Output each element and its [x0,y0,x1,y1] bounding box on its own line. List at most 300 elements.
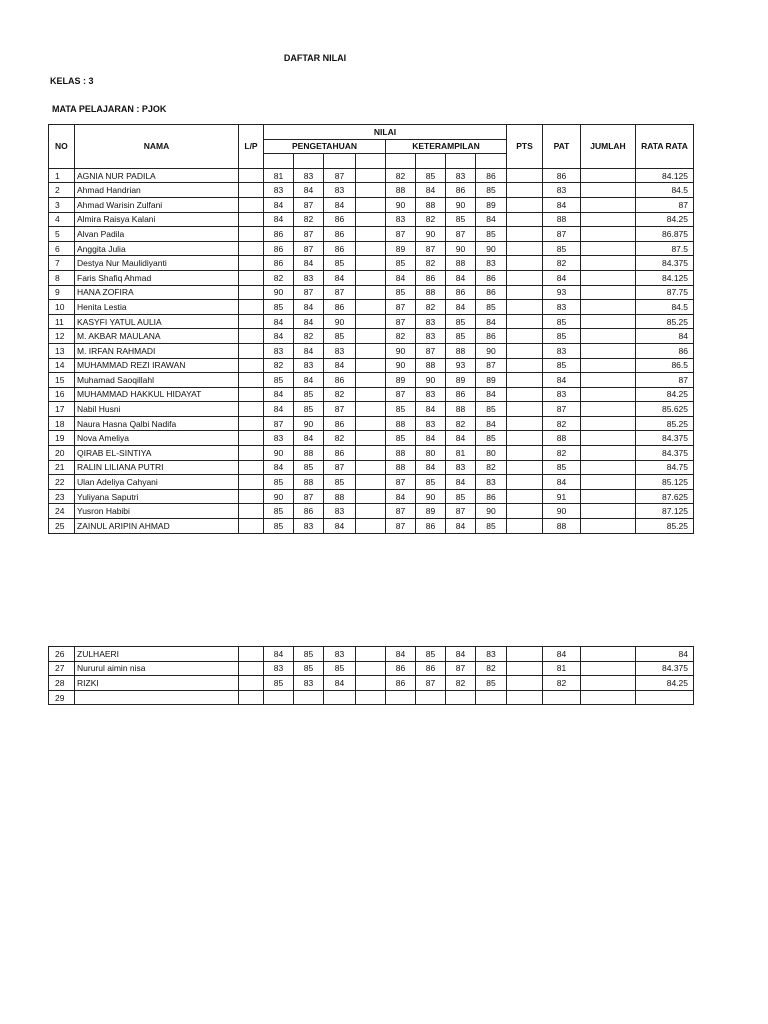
cell-keterampilan: 82 [476,661,507,676]
table-row [49,690,694,705]
cell-jumlah [581,647,636,662]
cell-pengetahuan: 85 [264,373,294,388]
cell-pengetahuan [356,358,386,373]
cell-pat: 85 [543,358,581,373]
cell-pengetahuan [356,256,386,271]
cell-pengetahuan [356,168,386,183]
grades-table-continued [48,646,694,705]
cell-rata-rata: 84.25 [636,212,694,227]
cell-no: 9 [49,285,75,300]
cell-keterampilan: 82 [386,329,416,344]
cell-pengetahuan [294,690,324,705]
cell-pengetahuan: 87 [324,285,356,300]
header-rata-rata: RATA RATA [636,125,694,169]
cell-pengetahuan: 86 [294,504,324,519]
cell-keterampilan: 86 [476,489,507,504]
cell-keterampilan: 83 [386,212,416,227]
cell-pengetahuan: 85 [264,519,294,534]
cell-nama: Destya Nur Maulidiyanti [75,256,239,271]
cell-keterampilan [476,690,507,705]
cell-pengetahuan: 87 [324,460,356,475]
cell-nama: Ahmad Warisin Zulfani [75,197,239,212]
cell-pengetahuan [356,446,386,461]
cell-pat: 84 [543,270,581,285]
cell-lp [239,270,264,285]
cell-keterampilan: 84 [446,475,476,490]
cell-jumlah [581,416,636,431]
table-row [49,358,694,373]
cell-keterampilan: 90 [386,343,416,358]
cell-pat: 81 [543,661,581,676]
cell-pts [507,387,543,402]
cell-no: 10 [49,300,75,315]
cell-pengetahuan [356,690,386,705]
cell-lp [239,446,264,461]
cell-keterampilan: 86 [476,168,507,183]
cell-nama: Naura Hasna Qalbi Nadifa [75,416,239,431]
cell-pengetahuan [356,197,386,212]
cell-rata-rata: 84.75 [636,460,694,475]
cell-pengetahuan: 86 [324,446,356,461]
cell-pts [507,373,543,388]
cell-keterampilan: 85 [476,227,507,242]
cell-no: 11 [49,314,75,329]
cell-no: 3 [49,197,75,212]
cell-pengetahuan: 84 [324,358,356,373]
cell-pengetahuan [356,314,386,329]
table-row [49,460,694,475]
cell-pengetahuan [356,402,386,417]
cell-rata-rata: 85.25 [636,314,694,329]
cell-pat: 91 [543,489,581,504]
cell-keterampilan: 87 [446,227,476,242]
cell-jumlah [581,314,636,329]
cell-keterampilan: 86 [416,661,446,676]
cell-keterampilan: 90 [476,343,507,358]
cell-keterampilan: 89 [416,504,446,519]
cell-keterampilan: 83 [416,416,446,431]
cell-keterampilan: 87 [416,241,446,256]
cell-nama: M. AKBAR MAULANA [75,329,239,344]
cell-keterampilan: 86 [476,285,507,300]
cell-pengetahuan [356,270,386,285]
cell-keterampilan: 87 [386,519,416,534]
cell-keterampilan: 84 [446,270,476,285]
cell-keterampilan: 90 [416,489,446,504]
cell-pat: 85 [543,314,581,329]
cell-no: 2 [49,183,75,198]
cell-keterampilan: 83 [416,387,446,402]
cell-keterampilan: 84 [446,300,476,315]
cell-pengetahuan: 85 [294,647,324,662]
cell-keterampilan: 86 [446,285,476,300]
cell-keterampilan: 82 [446,416,476,431]
table-row [49,373,694,388]
cell-pengetahuan: 88 [294,475,324,490]
cell-keterampilan [416,690,446,705]
cell-pat: 83 [543,343,581,358]
cell-pengetahuan [356,387,386,402]
cell-jumlah [581,300,636,315]
cell-jumlah [581,446,636,461]
cell-keterampilan: 90 [416,373,446,388]
cell-rata-rata: 84 [636,647,694,662]
cell-no: 29 [49,690,75,705]
cell-pts [507,329,543,344]
cell-keterampilan: 86 [446,387,476,402]
table-row [49,183,694,198]
cell-keterampilan: 87 [386,314,416,329]
cell-keterampilan: 90 [386,197,416,212]
cell-no: 6 [49,241,75,256]
cell-pat: 83 [543,300,581,315]
cell-rata-rata: 84.375 [636,661,694,676]
cell-nama: Nova Ameliya [75,431,239,446]
cell-pts [507,402,543,417]
cell-keterampilan: 84 [386,270,416,285]
cell-nama: Faris Shafiq Ahmad [75,270,239,285]
cell-rata-rata: 87.75 [636,285,694,300]
cell-pat: 84 [543,197,581,212]
cell-pengetahuan [356,504,386,519]
cell-pengetahuan: 83 [324,647,356,662]
document-title: DAFTAR NILAI [283,53,347,63]
cell-keterampilan: 84 [446,431,476,446]
cell-keterampilan: 86 [476,270,507,285]
cell-keterampilan: 80 [476,446,507,461]
cell-pengetahuan: 87 [324,168,356,183]
cell-keterampilan: 88 [386,446,416,461]
cell-pengetahuan: 84 [264,212,294,227]
cell-pts [507,183,543,198]
cell-lp [239,183,264,198]
cell-pts [507,519,543,534]
cell-pengetahuan: 82 [264,358,294,373]
cell-jumlah [581,402,636,417]
cell-lp [239,197,264,212]
cell-keterampilan: 86 [476,329,507,344]
cell-no: 16 [49,387,75,402]
cell-keterampilan: 84 [386,489,416,504]
cell-no: 1 [49,168,75,183]
cell-nama: Yuliyana Saputri [75,489,239,504]
cell-rata-rata: 86.5 [636,358,694,373]
cell-keterampilan: 87 [446,504,476,519]
cell-lp [239,314,264,329]
cell-nama: Nabil Husni [75,402,239,417]
cell-pts [507,212,543,227]
cell-lp [239,647,264,662]
cell-lp [239,256,264,271]
cell-rata-rata: 85.125 [636,475,694,490]
cell-pts [507,256,543,271]
cell-pts [507,489,543,504]
cell-pts [507,431,543,446]
cell-keterampilan: 85 [446,489,476,504]
cell-pts [507,661,543,676]
cell-pengetahuan: 83 [294,270,324,285]
cell-keterampilan: 90 [446,241,476,256]
cell-nama: MUHAMMAD REZI IRAWAN [75,358,239,373]
cell-pat: 84 [543,647,581,662]
cell-nama: HANA ZOFIRA [75,285,239,300]
cell-keterampilan: 88 [446,256,476,271]
cell-pengetahuan: 86 [324,241,356,256]
subject-label: MATA PELAJARAN : PJOK [52,104,167,114]
cell-no: 20 [49,446,75,461]
cell-pts [507,446,543,461]
cell-pat: 82 [543,256,581,271]
table-row [49,387,694,402]
cell-pat: 87 [543,227,581,242]
cell-lp [239,519,264,534]
cell-pat: 88 [543,519,581,534]
cell-keterampilan: 82 [416,256,446,271]
cell-keterampilan: 85 [386,285,416,300]
cell-keterampilan: 85 [476,300,507,315]
cell-rata-rata: 84.125 [636,270,694,285]
table-row [49,431,694,446]
cell-lp [239,300,264,315]
cell-pengetahuan: 84 [264,647,294,662]
cell-pengetahuan: 86 [324,300,356,315]
cell-pengetahuan: 84 [264,197,294,212]
cell-pat: 85 [543,329,581,344]
cell-jumlah [581,227,636,242]
cell-pengetahuan [356,300,386,315]
table-row [49,475,694,490]
cell-keterampilan: 89 [386,241,416,256]
cell-nama: Alvan Padila [75,227,239,242]
cell-no: 17 [49,402,75,417]
cell-lp [239,661,264,676]
cell-jumlah [581,676,636,691]
cell-keterampilan: 86 [386,661,416,676]
cell-no: 27 [49,661,75,676]
cell-rata-rata: 84.375 [636,446,694,461]
cell-no: 15 [49,373,75,388]
cell-rata-rata: 85.625 [636,402,694,417]
cell-keterampilan: 90 [476,241,507,256]
cell-pengetahuan: 82 [294,329,324,344]
cell-keterampilan: 84 [476,314,507,329]
cell-pengetahuan: 83 [294,676,324,691]
cell-keterampilan: 83 [446,460,476,475]
cell-lp [239,343,264,358]
table-row [49,329,694,344]
table-row [49,256,694,271]
cell-jumlah [581,387,636,402]
cell-no: 24 [49,504,75,519]
header-nama: NAMA [75,125,239,169]
cell-lp [239,460,264,475]
cell-pengetahuan: 85 [294,387,324,402]
cell-keterampilan: 87 [446,661,476,676]
cell-rata-rata [636,690,694,705]
cell-keterampilan: 86 [446,183,476,198]
cell-pengetahuan: 84 [294,343,324,358]
table-row [49,197,694,212]
cell-nama: Henita Lestia [75,300,239,315]
cell-keterampilan [446,690,476,705]
cell-pengetahuan: 90 [264,446,294,461]
cell-keterampilan: 88 [446,402,476,417]
cell-lp [239,241,264,256]
cell-rata-rata: 86.875 [636,227,694,242]
cell-no: 21 [49,460,75,475]
cell-keterampilan: 83 [446,168,476,183]
cell-pts [507,676,543,691]
cell-pengetahuan: 85 [294,460,324,475]
cell-pts [507,270,543,285]
header-nilai: NILAI [264,125,507,140]
cell-keterampilan: 85 [476,431,507,446]
cell-keterampilan: 83 [476,475,507,490]
cell-pengetahuan: 82 [324,387,356,402]
cell-pat: 87 [543,402,581,417]
cell-pengetahuan: 85 [264,504,294,519]
cell-pengetahuan [356,285,386,300]
cell-lp [239,416,264,431]
cell-pengetahuan: 86 [324,373,356,388]
cell-pengetahuan [264,690,294,705]
cell-pat: 86 [543,168,581,183]
header-keterampilan: KETERAMPILAN [386,139,507,154]
cell-keterampilan: 80 [416,446,446,461]
cell-pts [507,475,543,490]
cell-pengetahuan: 84 [324,676,356,691]
cell-pengetahuan: 86 [324,416,356,431]
cell-pat: 88 [543,212,581,227]
cell-keterampilan: 85 [476,183,507,198]
cell-jumlah [581,460,636,475]
cell-pengetahuan [356,241,386,256]
cell-pengetahuan: 84 [294,314,324,329]
cell-pengetahuan: 84 [324,270,356,285]
cell-jumlah [581,183,636,198]
table-row [49,227,694,242]
cell-pengetahuan: 83 [264,661,294,676]
cell-pat: 93 [543,285,581,300]
cell-nama: Muhamad Saoqillahl [75,373,239,388]
cell-no: 4 [49,212,75,227]
cell-pengetahuan: 84 [294,431,324,446]
table-row [49,343,694,358]
cell-keterampilan: 84 [446,647,476,662]
cell-no: 18 [49,416,75,431]
cell-pengetahuan [356,475,386,490]
cell-rata-rata: 84.25 [636,676,694,691]
cell-keterampilan: 84 [416,183,446,198]
cell-pengetahuan [356,373,386,388]
cell-pengetahuan: 83 [264,343,294,358]
grades-table [48,124,694,534]
cell-jumlah [581,519,636,534]
cell-keterampilan: 85 [476,676,507,691]
cell-keterampilan: 87 [386,504,416,519]
cell-jumlah [581,690,636,705]
cell-pat: 82 [543,416,581,431]
cell-pts [507,227,543,242]
cell-keterampilan: 93 [446,358,476,373]
cell-pat: 88 [543,431,581,446]
cell-jumlah [581,489,636,504]
cell-pengetahuan [324,690,356,705]
header-lp: L/P [239,125,264,169]
cell-rata-rata: 84.375 [636,431,694,446]
cell-rata-rata: 84.5 [636,300,694,315]
cell-pengetahuan: 84 [264,460,294,475]
cell-pengetahuan: 87 [324,402,356,417]
cell-pengetahuan: 83 [294,168,324,183]
cell-keterampilan: 89 [476,373,507,388]
cell-pengetahuan [356,489,386,504]
cell-pts [507,197,543,212]
cell-keterampilan: 85 [416,168,446,183]
cell-pengetahuan: 88 [324,489,356,504]
table-row [49,168,694,183]
grades-body [49,168,694,533]
cell-pts [507,285,543,300]
cell-pat: 83 [543,183,581,198]
cell-keterampilan: 84 [416,431,446,446]
cell-nama: M. IRFAN RAHMADI [75,343,239,358]
cell-keterampilan: 83 [476,647,507,662]
cell-pengetahuan: 81 [264,168,294,183]
cell-jumlah [581,475,636,490]
cell-pengetahuan: 82 [324,431,356,446]
cell-lp [239,329,264,344]
cell-pengetahuan: 83 [324,343,356,358]
cell-no: 5 [49,227,75,242]
cell-pengetahuan: 86 [324,212,356,227]
cell-pengetahuan: 90 [324,314,356,329]
cell-pts [507,647,543,662]
cell-pengetahuan: 85 [264,300,294,315]
cell-no: 12 [49,329,75,344]
cell-lp [239,212,264,227]
table-row [49,270,694,285]
cell-keterampilan: 88 [386,416,416,431]
header-pat: PAT [543,125,581,169]
cell-keterampilan: 88 [416,358,446,373]
cell-pengetahuan: 90 [264,285,294,300]
cell-pengetahuan [356,183,386,198]
cell-pengetahuan: 84 [324,519,356,534]
cell-rata-rata: 87 [636,197,694,212]
cell-keterampilan: 90 [386,358,416,373]
cell-pengetahuan: 84 [264,402,294,417]
cell-pengetahuan: 83 [324,183,356,198]
table-row [49,300,694,315]
cell-nama: ZAINUL ARIPIN AHMAD [75,519,239,534]
cell-pat: 90 [543,504,581,519]
cell-pengetahuan: 84 [294,256,324,271]
cell-jumlah [581,285,636,300]
cell-pengetahuan: 82 [294,212,324,227]
cell-pengetahuan: 83 [264,183,294,198]
cell-lp [239,373,264,388]
cell-keterampilan: 84 [416,402,446,417]
cell-jumlah [581,373,636,388]
cell-jumlah [581,197,636,212]
cell-keterampilan: 87 [386,227,416,242]
cell-jumlah [581,168,636,183]
cell-pengetahuan: 86 [264,256,294,271]
cell-keterampilan: 87 [476,358,507,373]
cell-keterampilan: 84 [476,212,507,227]
cell-no: 26 [49,647,75,662]
